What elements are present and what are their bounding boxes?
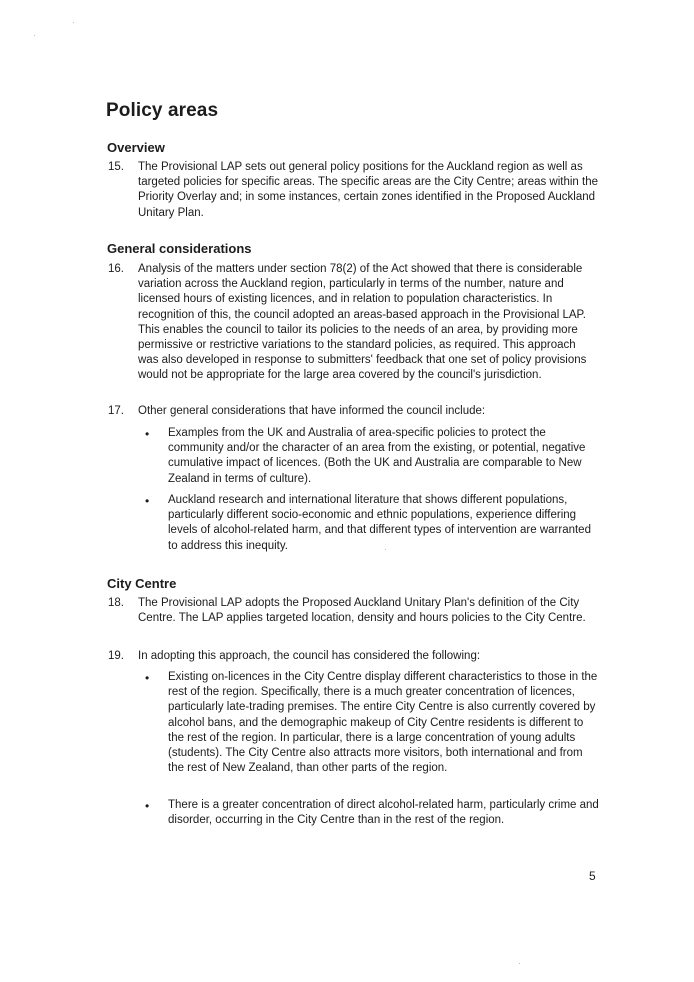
scan-speck	[519, 963, 520, 964]
paragraph-text: Analysis of the matters under section 78(2) of the Act showed that there is considerable variation across the Auckland region, particularly in terms of the number, nature and licensed hours of existing licences, and in relation to population characteristics. In recognition of this, the council adopted an areas-based approach in the Provisional LAP. This enables the council to tailor its policies to the needs of an area, by providing more permissive or restrictive variations to the standard policies, as required. This approach was also developed in response to submitters' feedback that one set of policy provisions would not be appropriate for the large area covered by the council's jurisdiction.	[138, 263, 587, 382]
paragraph-18	[108, 596, 598, 626]
list-item	[145, 798, 600, 828]
scan-speck	[34, 35, 35, 36]
section-title-general-considerations: General considerations	[107, 241, 252, 256]
paragraph-number: 19.	[108, 650, 124, 662]
paragraph-number: 16.	[108, 263, 124, 275]
paragraph-15	[108, 160, 598, 221]
paragraph-17	[108, 404, 598, 419]
bullet-icon: •	[145, 671, 150, 685]
paragraph-number: 18.	[108, 597, 124, 609]
bullet-icon: •	[145, 799, 150, 813]
paragraph-text: In adopting this approach, the council has considered the following:	[138, 650, 481, 662]
paragraph-16	[108, 262, 598, 384]
list-item	[145, 670, 600, 776]
list-item	[145, 426, 600, 487]
list-item-text: Examples from the UK and Australia of area-specific policies to protect the community and/or the character of an area from the existing, or potential, negative cumulative impact of licences. (Both the UK and Australia are comparable to New Zealand in terms of culture).	[168, 427, 586, 485]
list-item	[145, 493, 600, 554]
section-title-overview: Overview	[107, 140, 165, 155]
paragraph-number: 15.	[108, 161, 124, 173]
section-title-city-centre: City Centre	[107, 576, 177, 591]
bullet-icon: •	[145, 427, 150, 441]
paragraph-text: The Provisional LAP sets out general policy positions for the Auckland region as well as targeted policies for specific areas. The specific areas are the City Centre; areas within the Priority Overlay and; in some instances, certain zones identified in the Proposed Auckland Unitary Plan.	[138, 161, 599, 219]
list-item-text: There is a greater concentration of direct alcohol-related harm, particularly crime and disorder, occurring in the City Centre than in the rest of the region.	[168, 799, 599, 827]
list-item-text: Auckland research and international literature that shows different populations, particularly different socio-economic and ethnic populations, experience differing levels of alcohol-related harm, and that different types of intervention are warranted to address this inequity.	[168, 494, 591, 552]
scan-speck	[73, 22, 74, 23]
paragraph-number: 17.	[108, 405, 124, 417]
scan-speck	[385, 549, 386, 550]
page-heading: Policy areas	[106, 100, 219, 121]
paragraph-text: Other general considerations that have informed the council include:	[138, 405, 486, 417]
page-number: 5	[589, 869, 596, 883]
paragraph-19	[108, 649, 598, 664]
list-item-text: Existing on-licences in the City Centre display different characteristics to those in the rest of the region. Specifically, there is a much greater concentration of licences, particularly late-trading premises. The entire City Centre is also currently covered by alcohol bans, and the demographic makeup of City Centre residents is different to the rest of the region. In particular, there is a large concentration of young adults (students). The City Centre also attracts more visitors, both international and from the rest of New Zealand, than other parts of the region.	[168, 671, 598, 775]
paragraph-text: The Provisional LAP adopts the Proposed Auckland Unitary Plan's definition of the City Centre. The LAP applies targeted location, density and hours policies to the City Centre.	[138, 597, 586, 625]
bullet-icon: •	[145, 494, 150, 508]
